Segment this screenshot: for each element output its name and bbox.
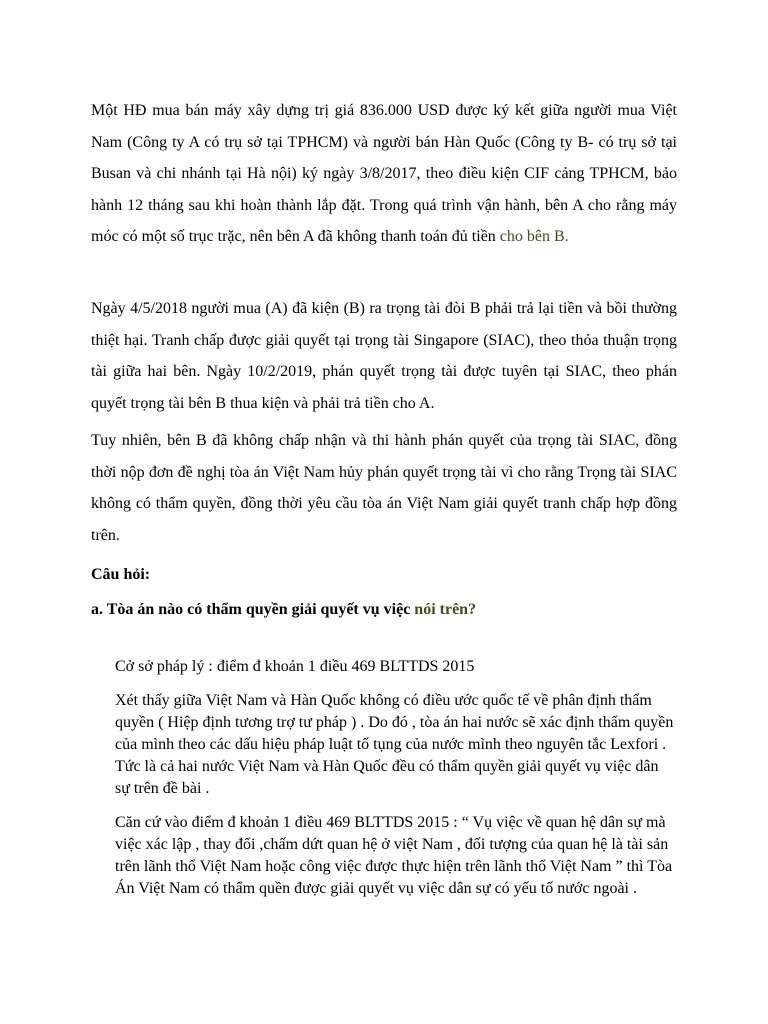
paragraph-contract-facts-text: Một HĐ mua bán máy xây dựng trị giá 836.000 USD được ký kết giữa người mua Việt Nam (Công ty A có trụ sở tại TPHCM) và người bán Hàn Quốc (Công ty B- có trụ sở tại Busan và chi nhánh tại Hà nội) ký ngày 3/8/2017, theo điều kiện CIF cảng TPHCM, bảo hành 12 tháng sau khi hoàn thành lắp đặt. Trong quá trình vận hành, bên A cho rằng máy móc có một số trục trặc, nên bên A đã không thanh toán đủ tiền	[91, 102, 677, 245]
answer-analysis: Xét thấy giữa Việt Nam và Hàn Quốc không có điều ước quốc tế về phân định thẩm quyền ( Hiệp định tương trợ tư pháp ) . Do đó , tòa án hai nước sẽ xác định thẩm quyền của mình theo các dấu hiệu pháp luật tố tụng của nước mình theo nguyên tắc Lexfori . Tức là cả hai nước Việt Nam và Hàn Quốc đều có thẩm quyền giải quyết vụ việc dân sự trên đề bài .	[115, 692, 674, 797]
questions-heading: Câu hỏi:	[91, 566, 151, 583]
question-a-highlight: nói trên?	[414, 601, 477, 618]
question-a-text: a. Tòa án nào có thẩm quyền giải quyết vụ việc	[91, 601, 415, 618]
question-a	[91, 594, 476, 625]
paragraph-annulment-request: Tuy nhiên, bên B đã không chấp nhận và thi hành phán quyết của trọng tài SIAC, đồng thời nộp đơn đề nghị tòa án Việt Nam hủy phán quyết trọng tài vì cho rằng Trọng tài SIAC không có thẩm quyền, đồng thời yêu cầu tòa án Việt Nam giải quyết tranh chấp hợp đồng trên.	[91, 432, 677, 544]
paragraph-contract-facts	[91, 95, 677, 253]
answer-legal-basis: Cở sở pháp lý : điểm đ khoản 1 điều 469 BLTTDS 2015	[115, 658, 475, 675]
paragraph-contract-facts-highlight: cho bên B.	[499, 228, 569, 245]
paragraph-arbitration: Ngày 4/5/2018 người mua (A) đã kiện (B) ra trọng tài đòi B phải trả lại tiền và bồi thường thiệt hại. Tranh chấp được giải quyết tại trọng tài Singapore (SIAC), theo thỏa thuận trọng tài giữa hai bên. Ngày 10/2/2019, phán quyết trọng tài được tuyên tại SIAC, theo phán quyết trọng tài bên B thua kiện và phải trả tiền cho A.	[91, 300, 677, 412]
answer-citation: Căn cứ vào điểm đ khoản 1 điều 469 BLTTDS 2015 : “ Vụ việc về quan hệ dân sự mà việc xác lập , thay đổi ,chấm dứt quan hệ ở việt Nam , đối tượng của quan hệ là tài sản trên lãnh thổ Việt Nam hoặc công việc được thực hiện trên lãnh thổ Việt Nam ” thì Tòa Án Việt Nam có thẩm quền được giải quyết vụ việc dân sự có yếu tố nước ngoài .	[115, 814, 673, 897]
